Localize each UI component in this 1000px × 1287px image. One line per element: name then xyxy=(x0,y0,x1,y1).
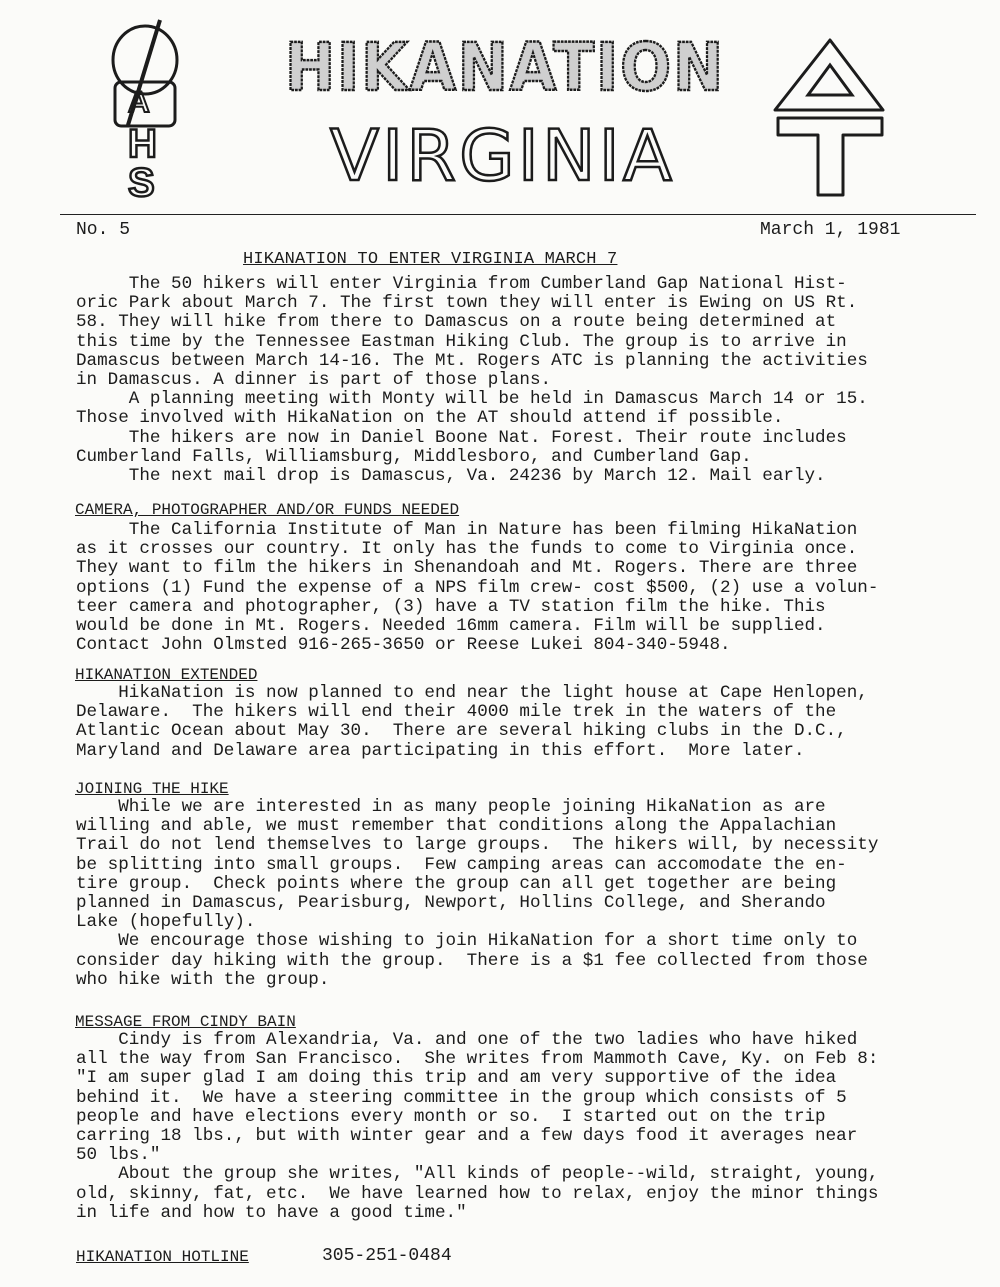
at-logo xyxy=(775,40,883,195)
paragraph-camera: The California Institute of Man in Nature has been filming HikaNation as it crosses our country. It only has the funds to come to Virginia once. They want to film the hikers in Shenandoah and Mt. Rogers. There are three options (1) Fund the expense of a NPS film crew- cost $500, (2) use a volun- teer camera and photographer, (3) have a TV station film the hike. This would be done in Mt. Rogers. Needed 16mm camera. Film will be supplied. Contact John Olmsted 916-265-3650 or Reese Lukei 804-340-5948. xyxy=(76,520,879,656)
ahs-logo-s: S xyxy=(128,161,155,205)
paragraph-virginia-entry: The 50 hikers will enter Virginia from Cumberland Gap National Hist- oric Park about March 7. The first town they will enter is Ewing on US Rt. 58. They will hike from there to Damascus on a route being determined at this time by the Tennessee Eastman Hiking Club. The group is to arrive in Damascus between March 14-16. The Mt. Rogers ATC is planning the activities in Damascus. A dinner is part of those plans. A planning meeting with Monty will be held in Damascus March 14 or 15. Those involved with HikaNation on the AT should attend if possible. The hikers are now in Daniel Boone Nat. Forest. Their route includes Cumberland Falls, Williamsburg, Middlesboro, and Cumberland Gap. The next mail drop is Damascus, Va. 24236 by March 12. Mail early. xyxy=(76,274,868,487)
paragraph-joining: While we are interested in as many people joining HikaNation as are willing and able, we must remember that conditions along the Appalachian Trail do not lend themselves to large groups. The hikers will, by necessity be splitting into small groups. Few camping areas can accomodate the en- tire group. Check points where the group can all get together are being planned in Damascus, Pearisburg, Newport, Hollins College, and Sherando Lake (hopefully). We encourage those wishing to join HikaNation for a short time only to consider day hiking with the group. There is a $1 fee collected from those who hike with the group. xyxy=(76,797,879,990)
masthead xyxy=(0,0,1000,215)
section-heading-extended: HIKANATION EXTENDED xyxy=(75,666,258,684)
hotline-label: HIKANATION HOTLINE xyxy=(76,1248,249,1266)
masthead-divider xyxy=(60,214,976,215)
paragraph-extended: HikaNation is now planned to end near the light house at Cape Henlopen, Delaware. The hikers will end their 4000 mile trek in the waters of the Atlantic Ocean about May 30. There are several hiking clubs in the D.C., Maryland and Delaware area participating in this effort. More later. xyxy=(76,683,868,761)
masthead-title-line2: VIRGINIA xyxy=(330,115,675,197)
section-heading-joining: JOINING THE HIKE xyxy=(75,780,229,798)
masthead-title-line1: HIKANATION xyxy=(285,29,725,106)
section-heading-camera: CAMERA, PHOTOGRAPHER AND/OR FUNDS NEEDED xyxy=(75,501,460,519)
ahs-logo-a: A xyxy=(128,86,150,119)
section-heading-cindy: MESSAGE FROM CINDY BAIN xyxy=(75,1013,296,1031)
issue-date: March 1, 1981 xyxy=(760,220,901,240)
issue-number: No. 5 xyxy=(76,220,131,240)
ahs-logo xyxy=(113,20,177,205)
paragraph-cindy: Cindy is from Alexandria, Va. and one of the two ladies who have hiked all the way from San Francisco. She writes from Mammoth Cave, Ky. on Feb 8: "I am super glad I am doing this trip and am very supportive of the idea behind it. We have a steering committee in the group which consists of 5 people and have elections every month or so. I started out on the trip carring 18 lbs., but with winter gear and a few days food it averages near 50 lbs." About the group she writes, "All kinds of people--wild, straight, young, old, skinny, fat, etc. We have learned how to relax, enjoy the minor things in life and how to have a good time." xyxy=(76,1030,879,1223)
headline: HIKANATION TO ENTER VIRGINIA MARCH 7 xyxy=(243,250,618,269)
hotline-number: 305-251-0484 xyxy=(322,1246,452,1266)
ahs-logo-h: H xyxy=(128,122,157,166)
